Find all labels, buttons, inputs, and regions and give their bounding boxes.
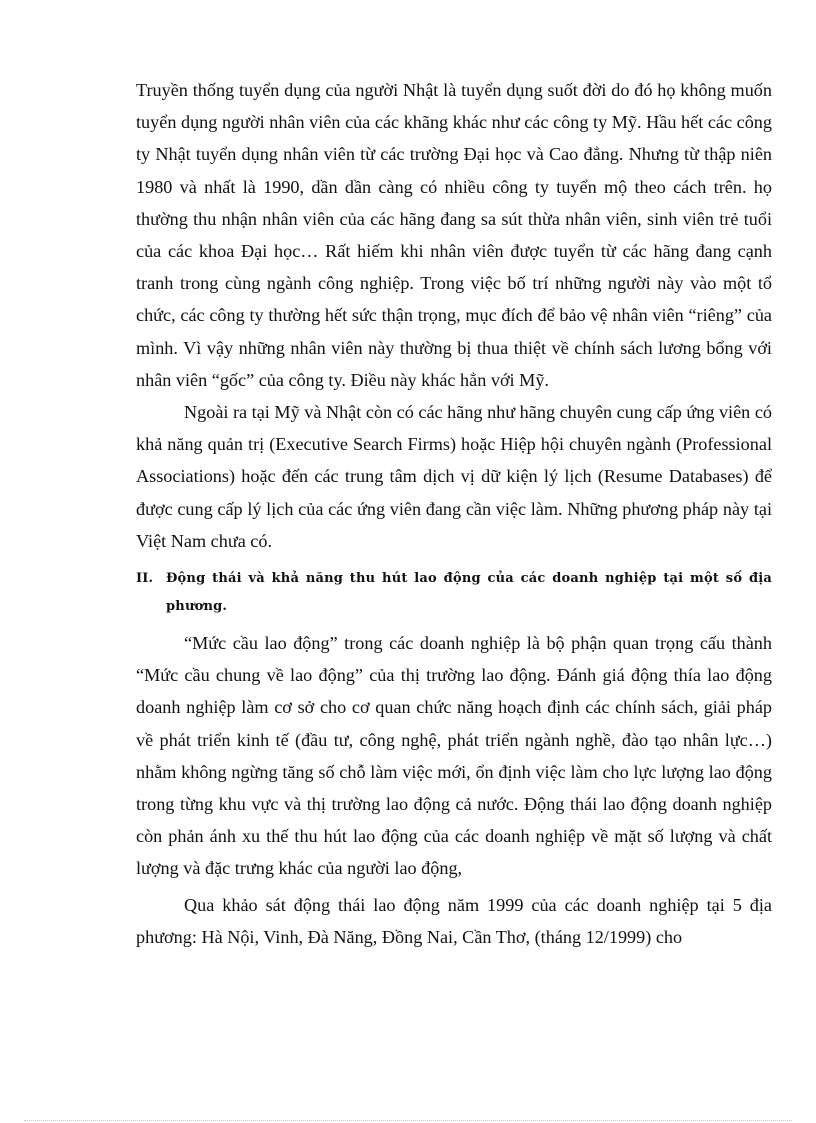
page-bottom-divider <box>24 1120 792 1121</box>
paragraph-labor-demand: “Mức cầu lao động” trong các doanh nghiệp là bộ phận quan trọng cấu thành “Mức cầu chung về lao động” của thị trường lao động. Đánh giá động thía lao động doanh nghiệp làm cơ sở cho cơ quan chức năng hoạch định các chính sách, giải pháp về phát triển kinh tế (đầu tư, công nghệ, phát triển ngành nghề, đào tạo nhân lực…) nhằm không ngừng tăng số chỗ làm việc mới, ổn định việc làm cho lực lượng lao động trong từng khu vực và thị trường lao động cả nước. Động thái lao động doanh nghiệp còn phản ánh xu thế thu hút lao động của các doanh nghiệp về mặt số lượng và chất lượng và đặc trưng khác của người lao động, <box>136 633 772 879</box>
document-page <box>136 74 772 953</box>
paragraph-survey-1999: Qua khảo sát động thái lao động năm 1999 của các doanh nghiệp tại 5 địa phương: Hà Nội, Vinh, Đà Năng, Đồng Nai, Cần Thơ, (tháng 12/1999) cho <box>136 894 772 947</box>
section-title: Động thái và khả năng thu hút lao động của các doanh nghiệp tại một số địa phương. <box>166 571 772 615</box>
paragraph-japanese-recruitment: Truyền thống tuyển dụng của người Nhật là tuyển dụng suốt đời do đó họ không muốn tuyển dụng người nhân viên của các khãng khác như các công ty Mỹ. Hầu hết các công ty Nhật tuyển dụng nhân viên từ các trường Đại học và Cao đẳng. Nhưng từ thập niên 1980 và nhất là 1990, dần dần càng có nhiều công ty tuyển mộ theo cách trên. họ thường thu nhận nhân viên của các hãng đang sa sút thừa nhân viên, sinh viên trẻ tuổi của các khoa Đại học… Rất hiếm khi nhân viên được tuyển từ các hãng đang cạnh tranh trong cùng ngành công nghiệp. Trong việc bố trí những người này vào một tổ chức, các công ty thường hết sức thận trọng, mục đích để bảo vệ nhân viên “riêng” của mình. Vì vậy những nhân viên này thường bị thua thiệt về chính sách lương bổng với nhân viên “gốc” của công ty. Điều này khác hẳn với Mỹ. <box>136 80 772 390</box>
section-heading <box>136 565 772 621</box>
section-number: II. <box>136 571 154 587</box>
paragraph-executive-search: Ngoài ra tại Mỹ và Nhật còn có các hãng như hãng chuyên cung cấp ứng viên có khả năng quản trị (Executive Search Firms) hoặc Hiệp hội chuyên ngành (Professional Associations) hoặc đến các trung tâm dịch vị dữ kiện lý lịch (Resume Databases) để được cung cấp lý lịch của các ứng viên đang cần việc làm. Những phương pháp này tại Việt Nam chưa có. <box>136 402 772 551</box>
